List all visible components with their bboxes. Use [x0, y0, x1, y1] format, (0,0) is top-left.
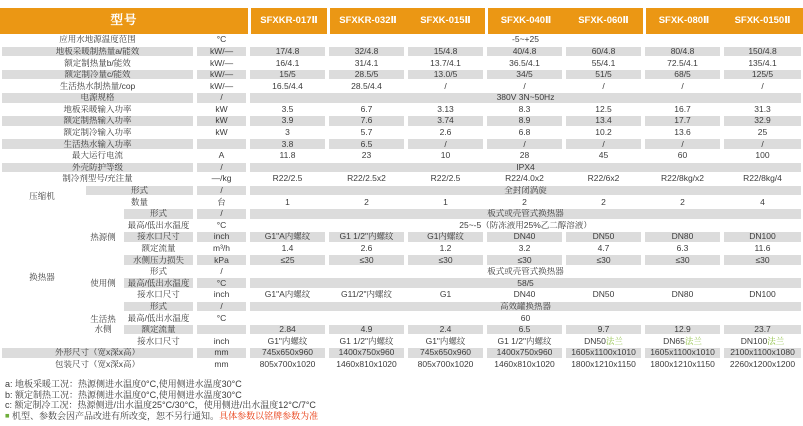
table-row: [0, 46, 803, 58]
value-cell: 60/4.8: [564, 46, 643, 58]
value-cell: 40/4.8: [485, 46, 564, 58]
value-cell: 28: [485, 150, 564, 162]
value-cell: /: [564, 80, 643, 92]
value-cell: 805x700x1020: [248, 359, 327, 371]
footnote-a: a: 地板采暖工况：热源侧进水温度0°C,使用侧进水温度30°C: [5, 379, 242, 389]
unit-cell: kW: [195, 127, 248, 139]
value-cell: 6.8: [485, 127, 564, 139]
table-row: [0, 266, 803, 278]
value-cell: DN80: [643, 231, 722, 243]
value-cell: 72.5/4.1: [643, 57, 722, 69]
table-row: [0, 301, 803, 313]
value-cell: 51/5: [564, 69, 643, 81]
value-cell: [564, 335, 643, 347]
table-row: [0, 185, 803, 197]
merged-value-cell: 25~-5（防冻液用25%乙二醇溶液）: [248, 220, 803, 232]
row-label: 最高/低出水温度: [122, 277, 195, 289]
unit-cell: —/kg: [195, 173, 248, 185]
value-cell: 745x650x960: [248, 347, 327, 359]
unit-cell: [195, 138, 248, 150]
value-cell: 1400x750x960: [485, 347, 564, 359]
value-cell: 25: [722, 127, 803, 139]
unit-cell: °C: [195, 277, 248, 289]
value-cell: G1: [406, 289, 485, 301]
value-cell: 100: [722, 150, 803, 162]
row-label: 最高/低出水温度: [122, 312, 195, 324]
model-column-title: 型号: [0, 8, 248, 34]
value-cell: 31.3: [722, 104, 803, 116]
value-cell: 17/4.8: [248, 46, 327, 58]
row-label: 额定制冷量c/能效: [0, 69, 195, 81]
merged-value-cell: IPX4: [248, 162, 803, 174]
merged-value-cell: 60: [248, 312, 803, 324]
value-cell: 6.3: [643, 243, 722, 255]
value-cell: 4.7: [564, 243, 643, 255]
flange-suffix: 法兰: [684, 335, 702, 346]
value-cell: R22/2.5: [248, 173, 327, 185]
value-cell: 16.5/4.4: [248, 80, 327, 92]
value-cell: 9.7: [564, 324, 643, 336]
value-cell: 2260x1200x1200: [722, 359, 803, 371]
value-cell: 3.9: [248, 115, 327, 127]
value-cell: 4.9: [327, 324, 406, 336]
model-header: SFXKR-032Ⅱ: [327, 8, 406, 34]
value-cell: 4: [722, 196, 803, 208]
notice-red-text: 具体参数以铭牌参数为准: [219, 410, 319, 421]
value-cell: 2.4: [406, 324, 485, 336]
unit-cell: [195, 324, 248, 336]
value-cell: 1.2: [406, 243, 485, 255]
notice-line: [5, 411, 318, 422]
model-header: SFXK-015Ⅱ: [406, 8, 485, 34]
value-cell: 1460x810x1020: [327, 359, 406, 371]
value-cell: 32.9: [722, 115, 803, 127]
row-label: 数量: [84, 196, 195, 208]
table-row: [0, 162, 803, 174]
unit-cell: °C: [195, 220, 248, 232]
merged-value-cell: 高效罐换热器: [248, 301, 803, 313]
value-cell: ≤30: [643, 254, 722, 266]
value-cell: DN80: [643, 289, 722, 301]
model-header: SFXK-040Ⅱ: [485, 8, 564, 34]
unit-cell: mm: [195, 347, 248, 359]
row-label: 应用水地源温度范围: [0, 34, 195, 46]
value-cell: 60: [643, 150, 722, 162]
table-row: [0, 115, 803, 127]
footnote-c: c: 额定制冷工况：热源侧进/出水温度25°C/30°C，使用侧进/出水温度12°C/7°C: [5, 400, 316, 411]
value-cell: DN50: [564, 289, 643, 301]
merged-value-cell: 全封闭涡旋: [248, 185, 803, 197]
value-cell: 11.6: [722, 243, 803, 255]
value-cell: 31/4.1: [327, 57, 406, 69]
notice-text: 机型、参数会因产品改进有所改变，恕不另行通知。: [12, 410, 220, 421]
value-cell: DN100: [722, 289, 803, 301]
value-cell: 150/4.8: [722, 46, 803, 58]
table-row: [0, 57, 803, 69]
value-cell: G1"A内螺纹: [248, 231, 327, 243]
table-row: [0, 173, 803, 185]
value-cell: 10.2: [564, 127, 643, 139]
footnote-b: b: 额定制热工况：热源侧进水温度0°C,使用侧进水温度30°C: [5, 389, 242, 400]
table-row: [0, 196, 803, 208]
value-cell: R22/2.5: [406, 173, 485, 185]
unit-cell: /: [195, 92, 248, 104]
value-cell: 68/5: [643, 69, 722, 81]
row-label: 制冷剂型号/充注量: [0, 173, 195, 185]
value-cell: 2: [485, 196, 564, 208]
table-row: [0, 34, 803, 46]
row-label: 形式: [122, 301, 195, 313]
value-cell: /: [722, 138, 803, 150]
section-label: 压缩机: [0, 185, 84, 208]
table-row: [0, 92, 803, 104]
unit-cell: /: [195, 185, 248, 197]
unit-cell: °C: [195, 34, 248, 46]
value-cell: 32/4.8: [327, 46, 406, 58]
flange-suffix: 法兰: [605, 335, 623, 346]
value-cell: /: [643, 138, 722, 150]
row-label: 电源规格: [0, 92, 195, 104]
value-cell: 1: [248, 196, 327, 208]
row-label: 额定制热输入功率: [0, 115, 195, 127]
value-cell: 16/4.1: [248, 57, 327, 69]
value-cell: R22/8kg/x2: [643, 173, 722, 185]
row-label: 接水口尺寸: [122, 335, 195, 347]
unit-cell: inch: [195, 289, 248, 301]
value-cell: /: [722, 80, 803, 92]
unit-cell: /: [195, 301, 248, 313]
value-cell: 1: [406, 196, 485, 208]
value-cell: 28.5/5: [327, 69, 406, 81]
value-cell: 2: [327, 196, 406, 208]
value-cell: G1内螺纹: [406, 231, 485, 243]
value-cell: ≤25: [248, 254, 327, 266]
value-cell: 80/4.8: [643, 46, 722, 58]
value-cell: 1800x1210x1150: [643, 359, 722, 371]
value-cell: DN40: [485, 289, 564, 301]
row-label: 额定流量: [122, 243, 195, 255]
table-row: [0, 69, 803, 81]
value-cell: 15/5: [248, 69, 327, 81]
value-text: DN65: [663, 335, 685, 346]
value-cell: G1 1/2"内螺纹: [485, 335, 564, 347]
value-cell: 13.7/4.1: [406, 57, 485, 69]
value-cell: ≤30: [485, 254, 564, 266]
value-cell: 7.6: [327, 115, 406, 127]
value-cell: [722, 335, 803, 347]
notice-bullet-icon: ■: [5, 410, 10, 420]
row-label: 外壳防护等级: [0, 162, 195, 174]
flange-suffix: 法兰: [767, 335, 785, 346]
value-cell: DN100: [722, 231, 803, 243]
value-cell: 1605x1100x1010: [643, 347, 722, 359]
model-header: SFXKR-017Ⅱ: [248, 8, 327, 34]
value-cell: 8.3: [485, 104, 564, 116]
table-row: [0, 104, 803, 116]
value-cell: ≤30: [722, 254, 803, 266]
row-label: 接水口尺寸: [122, 289, 195, 301]
unit-cell: inch: [195, 335, 248, 347]
unit-cell: kW/—: [195, 69, 248, 81]
value-cell: R22/2.5x2: [327, 173, 406, 185]
unit-cell: kW: [195, 115, 248, 127]
value-cell: 23: [327, 150, 406, 162]
value-cell: 2.6: [327, 243, 406, 255]
value-cell: 805x700x1020: [406, 359, 485, 371]
model-header: SFXK-060Ⅱ: [564, 8, 643, 34]
row-label: 形式: [84, 185, 195, 197]
value-cell: 745x650x960: [406, 347, 485, 359]
table-row: [0, 347, 803, 359]
unit-cell: kW: [195, 104, 248, 116]
row-label: 地板采暖输入功率: [0, 104, 195, 116]
unit-cell: kW/—: [195, 46, 248, 58]
value-cell: 2: [643, 196, 722, 208]
value-cell: 12.9: [643, 324, 722, 336]
unit-cell: inch: [195, 231, 248, 243]
value-cell: 6.5: [327, 138, 406, 150]
value-cell: 2.6: [406, 127, 485, 139]
value-cell: 45: [564, 150, 643, 162]
unit-cell: kW/—: [195, 80, 248, 92]
value-cell: 2: [564, 196, 643, 208]
unit-cell: A: [195, 150, 248, 162]
value-cell: 36.5/4.1: [485, 57, 564, 69]
row-label: 形式: [122, 266, 195, 278]
value-cell: [643, 335, 722, 347]
unit-cell: m³/h: [195, 243, 248, 255]
value-cell: 3: [248, 127, 327, 139]
unit-cell: °C: [195, 312, 248, 324]
value-cell: G1 1/2"内螺纹: [327, 231, 406, 243]
table-row: [0, 138, 803, 150]
unit-cell: mm: [195, 359, 248, 371]
value-cell: 15/4.8: [406, 46, 485, 58]
row-label: 接水口尺寸: [122, 231, 195, 243]
value-cell: 10: [406, 150, 485, 162]
value-cell: 28.5/4.4: [327, 80, 406, 92]
value-cell: G1"内螺纹: [406, 335, 485, 347]
value-text: DN50: [584, 335, 606, 346]
value-cell: 3.2: [485, 243, 564, 255]
value-cell: 11.8: [248, 150, 327, 162]
value-cell: /: [643, 80, 722, 92]
value-cell: R22/6x2: [564, 173, 643, 185]
row-label: 额定流量: [122, 324, 195, 336]
value-cell: DN40: [485, 231, 564, 243]
value-cell: ≤30: [406, 254, 485, 266]
value-cell: 3.13: [406, 104, 485, 116]
spec-table: [0, 8, 803, 370]
row-label: 包装尺寸（宽x深x高）: [0, 359, 195, 371]
table-row: [0, 150, 803, 162]
value-cell: 2100x1100x1080: [722, 347, 803, 359]
value-cell: 3.8: [248, 138, 327, 150]
merged-value-cell: 58/5: [248, 277, 803, 289]
value-cell: 34/5: [485, 69, 564, 81]
value-cell: 12.5: [564, 104, 643, 116]
value-cell: DN50: [564, 231, 643, 243]
value-cell: /: [564, 138, 643, 150]
value-cell: G1 1/2"内螺纹: [327, 335, 406, 347]
table-row: [0, 80, 803, 92]
unit-cell: /: [195, 162, 248, 174]
merged-value-cell: 板式或壳管式换热器: [248, 266, 803, 278]
unit-cell: /: [195, 208, 248, 220]
row-label: 生活热水制热量/cop: [0, 80, 195, 92]
value-cell: 16.7: [643, 104, 722, 116]
models-header-row: [0, 8, 803, 34]
value-cell: ≤30: [327, 254, 406, 266]
unit-cell: kW/—: [195, 57, 248, 69]
model-header: SFXK-080Ⅱ: [643, 8, 722, 34]
value-cell: 3.5: [248, 104, 327, 116]
unit-cell: kPa: [195, 254, 248, 266]
unit-cell: /: [195, 266, 248, 278]
value-cell: 5.7: [327, 127, 406, 139]
footnotes: [5, 379, 318, 421]
value-cell: 125/5: [722, 69, 803, 81]
value-cell: /: [485, 138, 564, 150]
model-header: SFXK-0150Ⅱ: [722, 8, 803, 34]
value-cell: 1800x1210x1150: [564, 359, 643, 371]
subsection-label: 使用侧: [84, 266, 122, 301]
value-cell: /: [406, 138, 485, 150]
value-cell: R22/4.0x2: [485, 173, 564, 185]
value-cell: ≤30: [564, 254, 643, 266]
table-row: [0, 359, 803, 371]
row-label: 生活热水输入功率: [0, 138, 195, 150]
value-text: DN100: [740, 335, 768, 346]
merged-value-cell: 板式或壳管式换热器: [248, 208, 803, 220]
value-cell: 13.4: [564, 115, 643, 127]
merged-value-cell: -5~+25: [248, 34, 803, 46]
value-cell: 13.6: [643, 127, 722, 139]
section-label: 换热器: [0, 208, 84, 347]
value-cell: 6.5: [485, 324, 564, 336]
table-row: [0, 127, 803, 139]
value-cell: 6.7: [327, 104, 406, 116]
value-cell: 17.7: [643, 115, 722, 127]
row-label: 水侧压力损失: [122, 254, 195, 266]
value-cell: 23.7: [722, 324, 803, 336]
value-cell: 13.0/5: [406, 69, 485, 81]
value-cell: 1.4: [248, 243, 327, 255]
value-cell: 135/4.1: [722, 57, 803, 69]
value-cell: R22/8kg/4: [722, 173, 803, 185]
value-cell: 1460x810x1020: [485, 359, 564, 371]
row-label: 额定制热量b/能效: [0, 57, 195, 69]
value-cell: 3.74: [406, 115, 485, 127]
row-label: 额定制冷输入功率: [0, 127, 195, 139]
subsection-label: 生活热水侧: [84, 301, 122, 347]
unit-cell: 台: [195, 196, 248, 208]
table-row: [0, 208, 803, 220]
value-cell: 1400x750x960: [327, 347, 406, 359]
spec-table-body: [0, 34, 803, 370]
value-cell: 8.9: [485, 115, 564, 127]
value-cell: G1"A内螺纹: [248, 289, 327, 301]
merged-value-cell: 380V 3N~50Hz: [248, 92, 803, 104]
value-cell: G11/2"内螺纹: [327, 289, 406, 301]
value-cell: G1"内螺纹: [248, 335, 327, 347]
value-cell: 1605x1100x1010: [564, 347, 643, 359]
row-label: 最大运行电流: [0, 150, 195, 162]
value-cell: 2.84: [248, 324, 327, 336]
row-label: 地板采暖制热量a/能效: [0, 46, 195, 58]
value-cell: /: [485, 80, 564, 92]
value-cell: 55/4.1: [564, 57, 643, 69]
value-cell: /: [406, 80, 485, 92]
row-label: 最高/低出水温度: [122, 220, 195, 232]
subsection-label: 热源侧: [84, 208, 122, 266]
row-label: 形式: [122, 208, 195, 220]
row-label: 外形尺寸（宽x深x高）: [0, 347, 195, 359]
